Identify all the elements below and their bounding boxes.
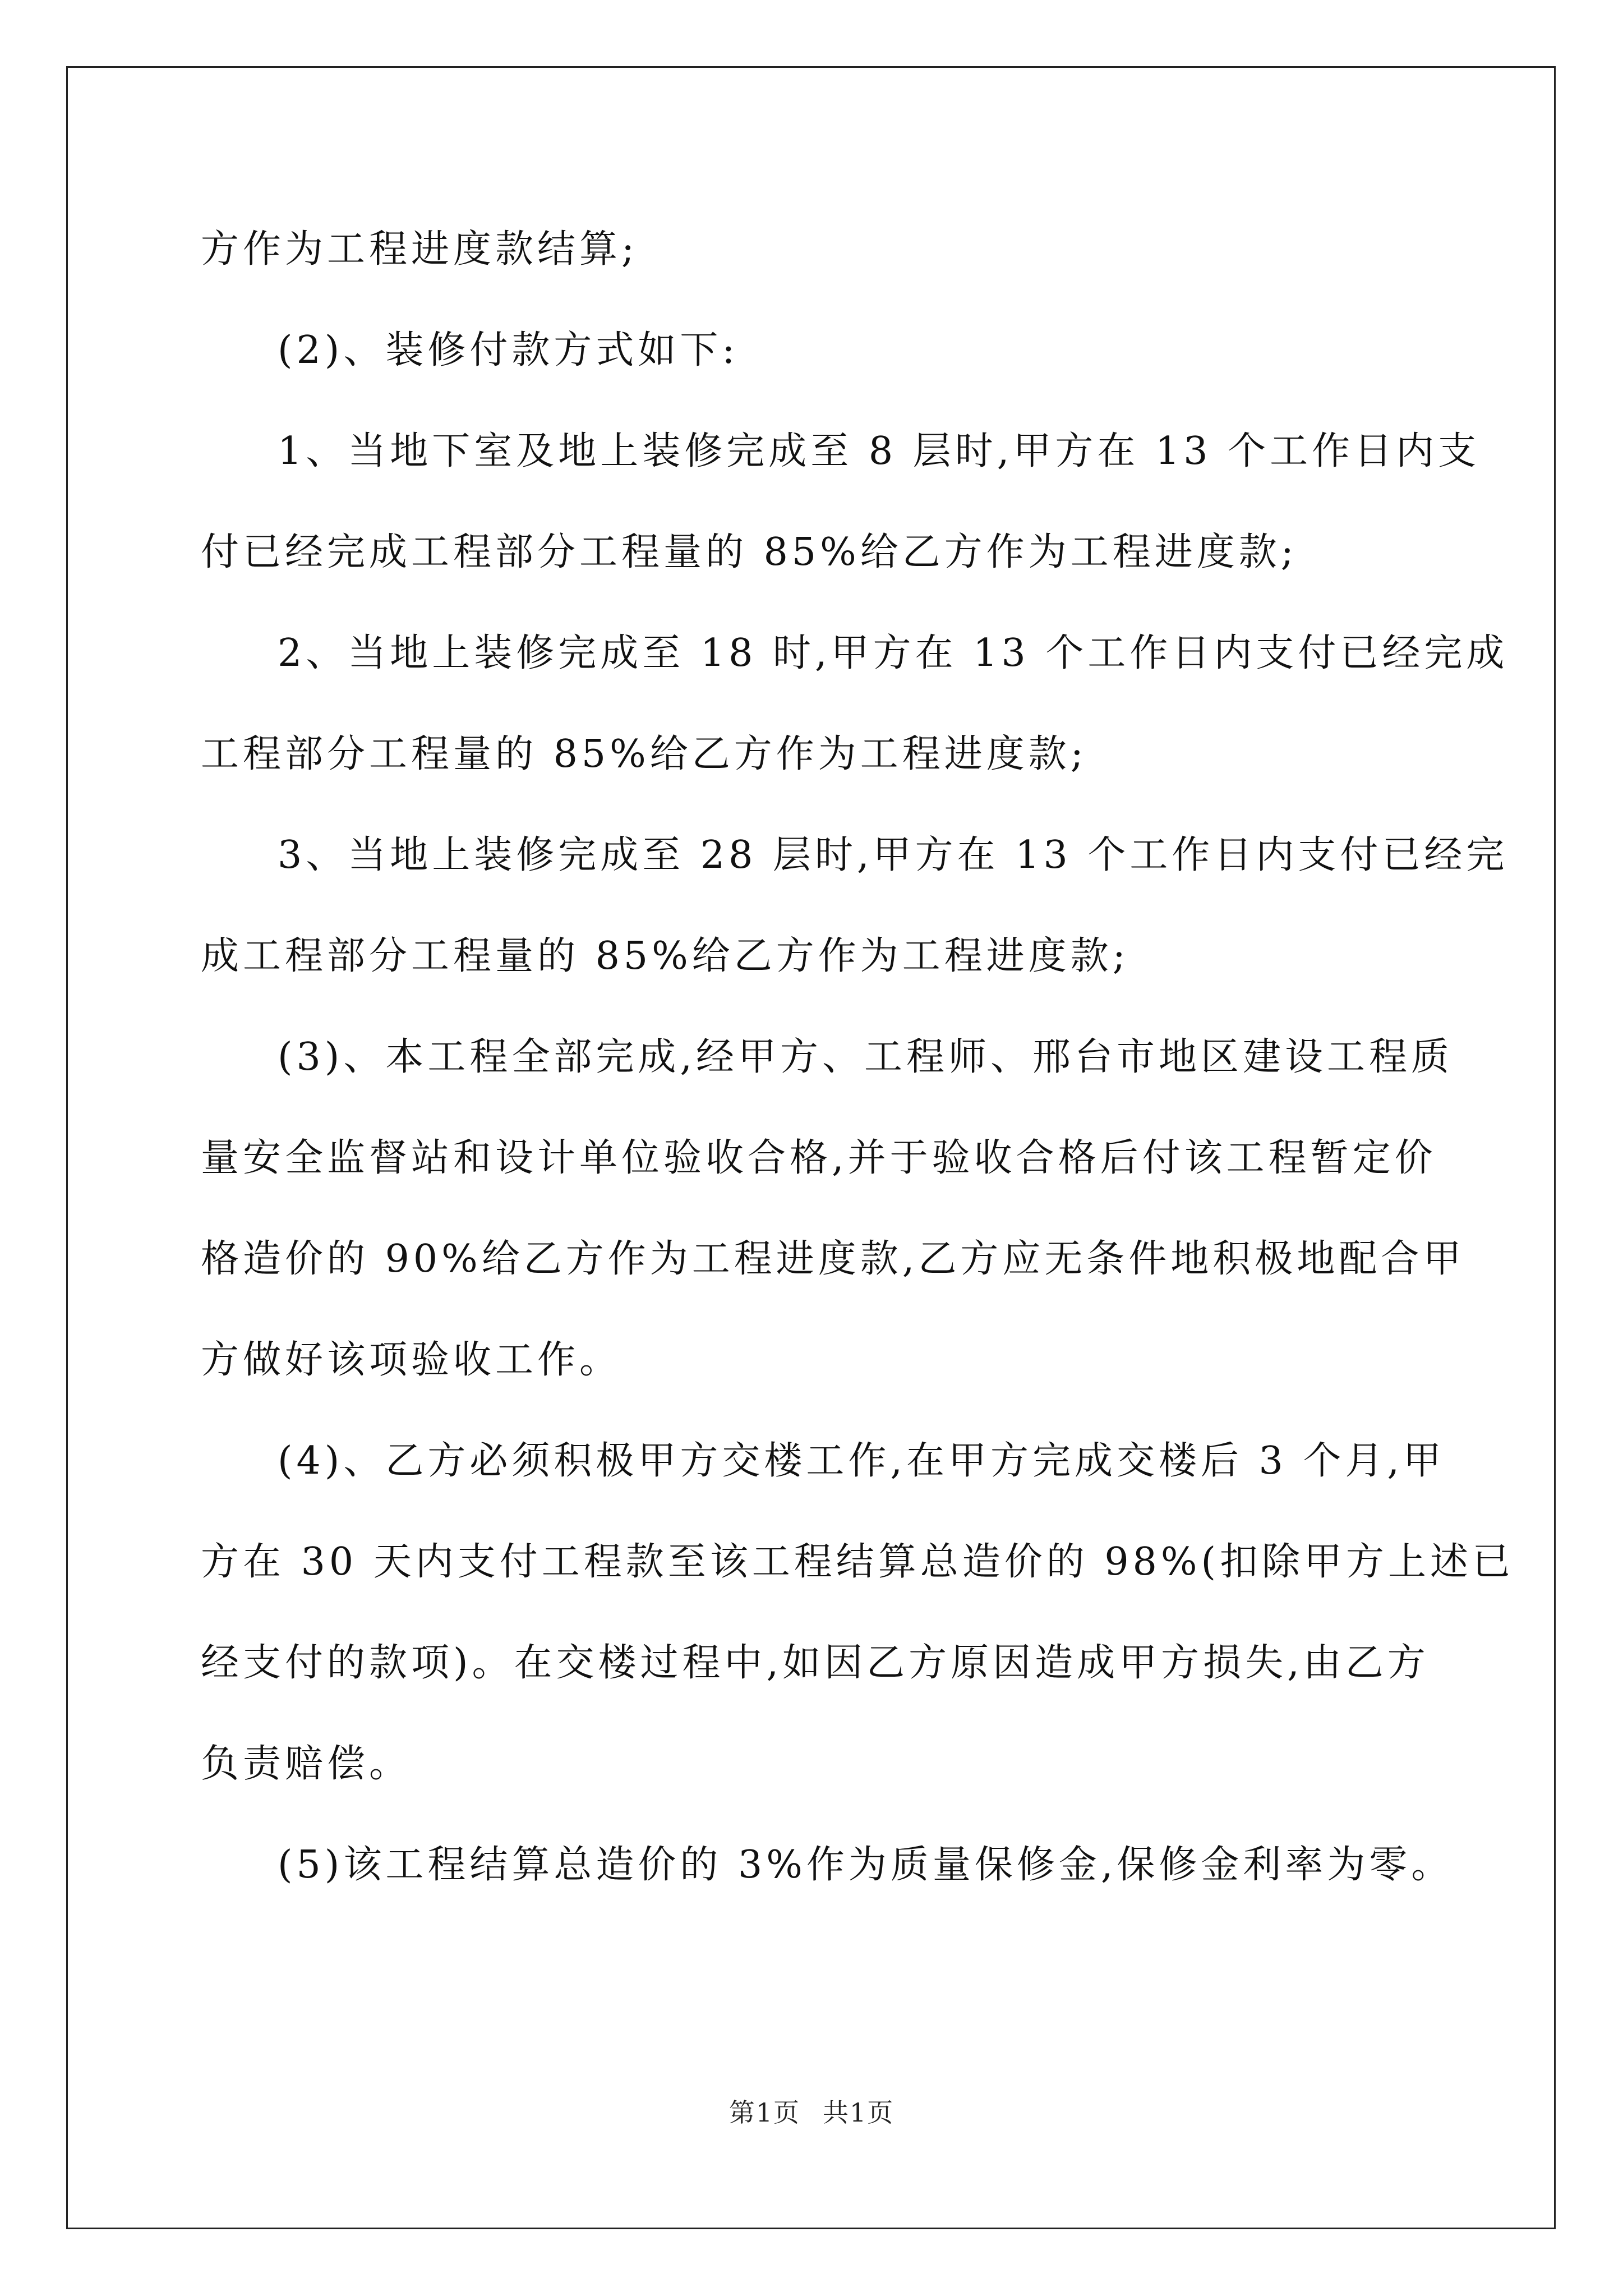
text-line: 工程部分工程量的 85%给乙方作为工程进度款;: [201, 732, 1087, 776]
text-line: 方做好该项验收工作。: [201, 1338, 622, 1382]
text-line: 1、当地下室及地上装修完成至 8 层时,甲方在 13 个工作日内支: [278, 429, 1481, 473]
text-line: 方在 30 天内支付工程款至该工程结算总造价的 98%(扣除甲方上述已: [201, 1540, 1515, 1584]
page-number: 第1页: [728, 2097, 800, 2128]
page-footer: [0, 2097, 1623, 2128]
text-line: 方作为工程进度款结算;: [201, 227, 638, 272]
text-line: 2、当地上装修完成至 18 时,甲方在 13 个工作日内支付已经完成: [278, 631, 1509, 675]
text-line: (3)、本工程全部完成,经甲方、工程师、邢台市地区建设工程质: [278, 1035, 1453, 1079]
text-line: 格造价的 90%给乙方作为工程进度款,乙方应无条件地积极地配合甲: [201, 1237, 1465, 1281]
text-line: 付已经完成工程部分工程量的 85%给乙方作为工程进度款;: [201, 530, 1298, 574]
text-line: 经支付的款项)。在交楼过程中,如因乙方原因造成甲方损失,由乙方: [201, 1641, 1430, 1685]
text-line: (4)、乙方必须积极甲方交楼工作,在甲方完成交楼后 3 个月,甲: [278, 1439, 1446, 1483]
page-total: 共1页: [823, 2097, 895, 2128]
text-line: 负责赔偿。: [201, 1742, 412, 1786]
text-line: (5)该工程结算总造价的 3%作为质量保修金,保修金利率为零。: [278, 1843, 1454, 1887]
text-line: 成工程部分工程量的 85%给乙方作为工程进度款;: [201, 934, 1129, 978]
text-line: (2)、装修付款方式如下:: [278, 328, 739, 372]
text-line: 3、当地上装修完成至 28 层时,甲方在 13 个工作日内支付已经完: [278, 833, 1509, 877]
text-line: 量安全监督站和设计单位验收合格,并于验收合格后付该工程暂定价: [201, 1136, 1437, 1180]
